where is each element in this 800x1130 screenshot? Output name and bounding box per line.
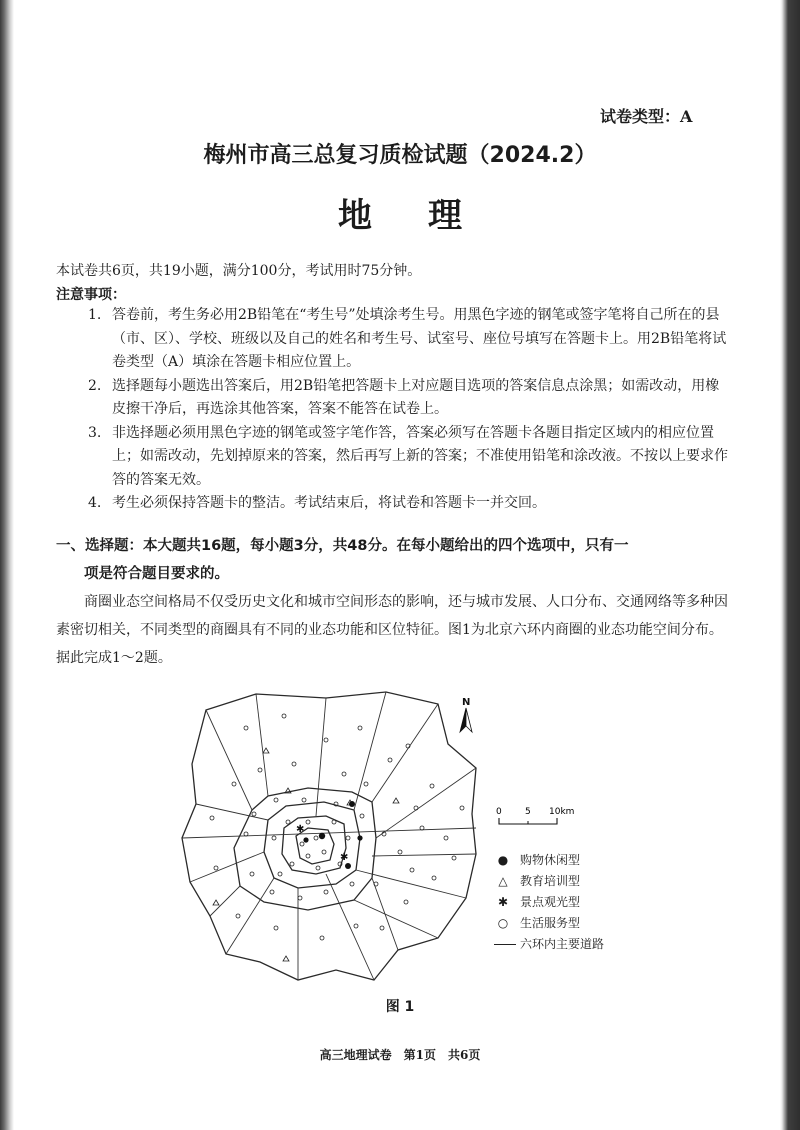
notice-item: [88, 422, 728, 493]
road-line: [372, 878, 398, 950]
legend-item-scenic: [492, 892, 604, 913]
notice-item-text: 非选择题必须用黑色字迹的钢笔或签字笔作答，答案必须写在答题卡各题目指定区域内的相应位置上；如需改动，先划掉原来的答案，然后再写上新的答案；不准使用铅笔和涂改液。不按以上要求作答的答案无效。: [112, 424, 728, 488]
road-line: [326, 874, 374, 980]
scenic-asterisk-icon: ✱: [497, 895, 509, 909]
notice-item: [88, 304, 728, 375]
road-line: [372, 854, 476, 856]
scale-label-zero: 0: [496, 807, 502, 817]
notice-item-text: 答卷前，考生务必用2B铅笔在“考生号”处填涂考生号。用黑色字迹的钢笔或签字笔将自己所在的县（市、区）、学校、班级以及自己的姓名和考生号、试室号、座位号填写在答题卡上。用2B铅笔将试卷类型（A）填涂在答题卡相应位置上。: [112, 307, 727, 370]
road-line: [376, 768, 476, 838]
exam-intro: 本试卷共6页，共19小题，满分100分，考试用时75分钟。: [56, 263, 422, 279]
notice-item-number: 3.: [88, 424, 102, 441]
section-heading: [56, 532, 736, 588]
scale-label-end: 10km: [549, 807, 575, 817]
north-arrow: [460, 697, 472, 732]
notice-item: [88, 375, 728, 422]
notice-item-text: 考生必须保持答题卡的整洁。考试结束后，将试卷和答题卡一并交回。: [112, 495, 546, 511]
legend-item-shopping: [492, 850, 604, 871]
sixth-ring-boundary: [182, 692, 476, 980]
figure-caption: 图 1: [385, 999, 415, 1015]
subject-title: 地理: [338, 196, 518, 236]
education-points: [213, 748, 399, 961]
legend-label: 购物休闲型: [520, 853, 581, 867]
question-passage: 商圈业态空间格局不仅受历史文化和城市空间形态的影响，还与城市发展、人口分布、交通网络等多种因素密切相关，不同类型的商圈具有不同的业态功能和区位特征。图1为北京六环内商圈的业态功能空间分布。据此完成1～2题。: [56, 594, 728, 666]
legend-label: 景点观光型: [520, 895, 581, 909]
notice-heading: 注意事项：: [56, 287, 126, 303]
road-line: [256, 694, 268, 796]
road-line: [372, 704, 438, 802]
road-line: [354, 900, 438, 938]
legend-label: 生活服务型: [520, 916, 581, 930]
section-heading-line2: 项是符合题目要求的。: [84, 566, 229, 582]
shopping-dot-icon: ●: [497, 853, 509, 867]
legend-item-service: [492, 913, 604, 934]
road-line: [316, 698, 326, 816]
road-line: [206, 710, 252, 810]
legend-label: 教育培训型: [520, 874, 581, 888]
paper-type-label: 试卷类型：A: [600, 107, 693, 126]
map-legend: [492, 850, 604, 955]
section-heading-line1: 一、选择题：本大题共16题，每小题3分，共48分。在每小题给出的四个选项中，只有一: [56, 538, 629, 554]
scale-label-mid: 5: [525, 807, 531, 817]
scale-bar: [496, 807, 574, 824]
education-triangle-icon: △: [498, 874, 508, 888]
notice-item-number: 1.: [88, 307, 102, 323]
legend-item-road: [492, 934, 604, 955]
road-line: [356, 870, 466, 898]
road-line: [190, 852, 264, 882]
road-line: [210, 886, 240, 916]
exam-title: 梅州市高三总复习质检试题（2024.2）: [203, 143, 597, 168]
road-line: [226, 878, 274, 954]
notice-list: [88, 304, 728, 516]
svg-text:✱: ✱: [340, 852, 349, 863]
road-line-icon: [494, 944, 516, 945]
legend-item-education: [492, 871, 604, 892]
scan-edge-left: [0, 0, 14, 1130]
service-circle-icon: ○: [497, 916, 509, 930]
legend-label: 六环内主要道路: [520, 937, 605, 951]
notice-item-number: 2.: [88, 377, 102, 394]
notice-item-text: 选择题每小题选出答案后，用2B铅笔把答题卡上对应题目选项的答案信息点涂黑；如需改动，用橡皮擦干净后，再选涂其他答案，答案不能答在试卷上。: [112, 377, 720, 417]
road-line: [182, 828, 476, 838]
notice-item: [88, 492, 728, 516]
scan-edge-right: [780, 0, 800, 1130]
third-ring-road: [282, 816, 349, 874]
road-line: [196, 804, 268, 820]
north-label: N: [462, 697, 471, 708]
notice-item-number: 4.: [88, 495, 102, 511]
page-footer: 高三地理试卷 第1页 共6页: [319, 1048, 481, 1062]
service-points: [210, 714, 464, 940]
road-line: [354, 692, 386, 810]
svg-text:✱: ✱: [296, 824, 305, 835]
